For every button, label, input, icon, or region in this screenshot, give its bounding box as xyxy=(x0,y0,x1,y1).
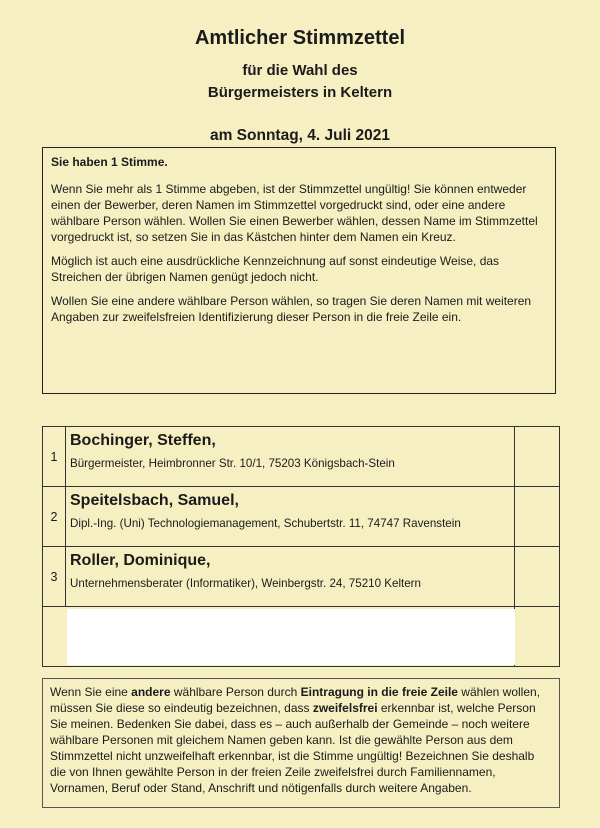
instructions-paragraph-3: Wollen Sie eine andere wählbare Person wählen, so tragen Sie deren Namen mit weiteren Angaben zur zweifelsfreien Identifizierung dieser Person in die freie Zeile ein. xyxy=(51,294,532,324)
write-in-note xyxy=(42,678,560,808)
candidate-name: Bochinger, Steffen, xyxy=(70,432,216,449)
candidate-details: Bürgermeister, Heimbronner Str. 10/1, 75203 Königsbach-Stein xyxy=(70,457,395,470)
vote-checkbox[interactable] xyxy=(515,487,560,547)
write-in-note-text: Wenn Sie eine andere wählbare Person durch Eintragung in die freie Zeile wählen wollen, müssen Sie diese so eindeutig bezeichnen, dass zweifelsfrei erkennbar ist, welche Person Sie meinen. Bedenken Sie dabei, dass es – auch außerhalb der Gemeinde – noch weitere wählbare Personen mit gleichem Namen geben kann. Ist die gewählte Person aus dem Stimmzettel nicht unzweifelhaft erkennbar, ist die Stimme ungültig! Bezeichnen Sie deshalb die von Ihnen gewählte Person in der freien Zeile zweifelsfrei durch Familiennamen, Vornamen, Beruf oder Stand, Anschrift und nötigenfalls durch weitere Angaben. xyxy=(50,685,541,795)
ballot-subtitle-line2: Bürgermeisters in Keltern xyxy=(207,84,393,101)
candidate-number: 3 xyxy=(43,547,66,607)
candidate-details: Dipl.-Ing. (Uni) Technologiemanagement, Schubertstr. 11, 74747 Ravenstein xyxy=(70,517,461,530)
candidate-info xyxy=(66,427,515,487)
free-line-cell xyxy=(43,607,515,667)
vote-checkbox[interactable] xyxy=(515,547,560,607)
candidate-row xyxy=(43,487,560,547)
candidate-row xyxy=(43,427,560,487)
free-candidate-row xyxy=(43,607,560,667)
free-write-in-line[interactable] xyxy=(67,609,515,665)
candidate-row xyxy=(43,547,560,607)
candidate-info xyxy=(66,547,515,607)
candidate-number: 2 xyxy=(43,487,66,547)
candidate-table xyxy=(42,426,560,667)
ballot-subtitle-line1: für die Wahl des xyxy=(242,62,358,79)
candidate-details: Unternehmensberater (Informatiker), Weinbergstr. 24, 75210 Keltern xyxy=(70,577,421,590)
vote-checkbox[interactable] xyxy=(515,427,560,487)
votes-heading: Sie haben 1 Stimme. xyxy=(51,155,168,169)
candidate-info xyxy=(66,487,515,547)
candidate-name: Roller, Dominique, xyxy=(70,552,211,569)
free-line-checkbox[interactable] xyxy=(515,607,560,667)
election-date: am Sonntag, 4. Juli 2021 xyxy=(209,127,391,144)
instructions-box xyxy=(42,147,556,394)
candidate-number: 1 xyxy=(43,427,66,487)
ballot-title: Amtlicher Stimmzettel xyxy=(194,27,406,49)
candidate-name: Speitelsbach, Samuel, xyxy=(70,492,239,509)
instructions-paragraph-1: Wenn Sie mehr als 1 Stimme abgeben, ist der Stimmzettel ungültig! Sie können entweder einen der Bewerber, deren Namen im Stimmzettel vorgedruckt sind, oder eine andere wählbare Person wählen. Wollen Sie einen Bewerber wählen, dessen Name im Stimmzettel vorgedruckt ist, so setzen Sie in das Kästchen hinter dem Namen ein Kreuz. xyxy=(51,182,538,244)
instructions-paragraph-2: Möglich ist auch eine ausdrückliche Kennzeichnung auf sonst eindeutige Weise, das Streichen der übrigen Namen genügt jedoch nicht. xyxy=(51,254,500,284)
